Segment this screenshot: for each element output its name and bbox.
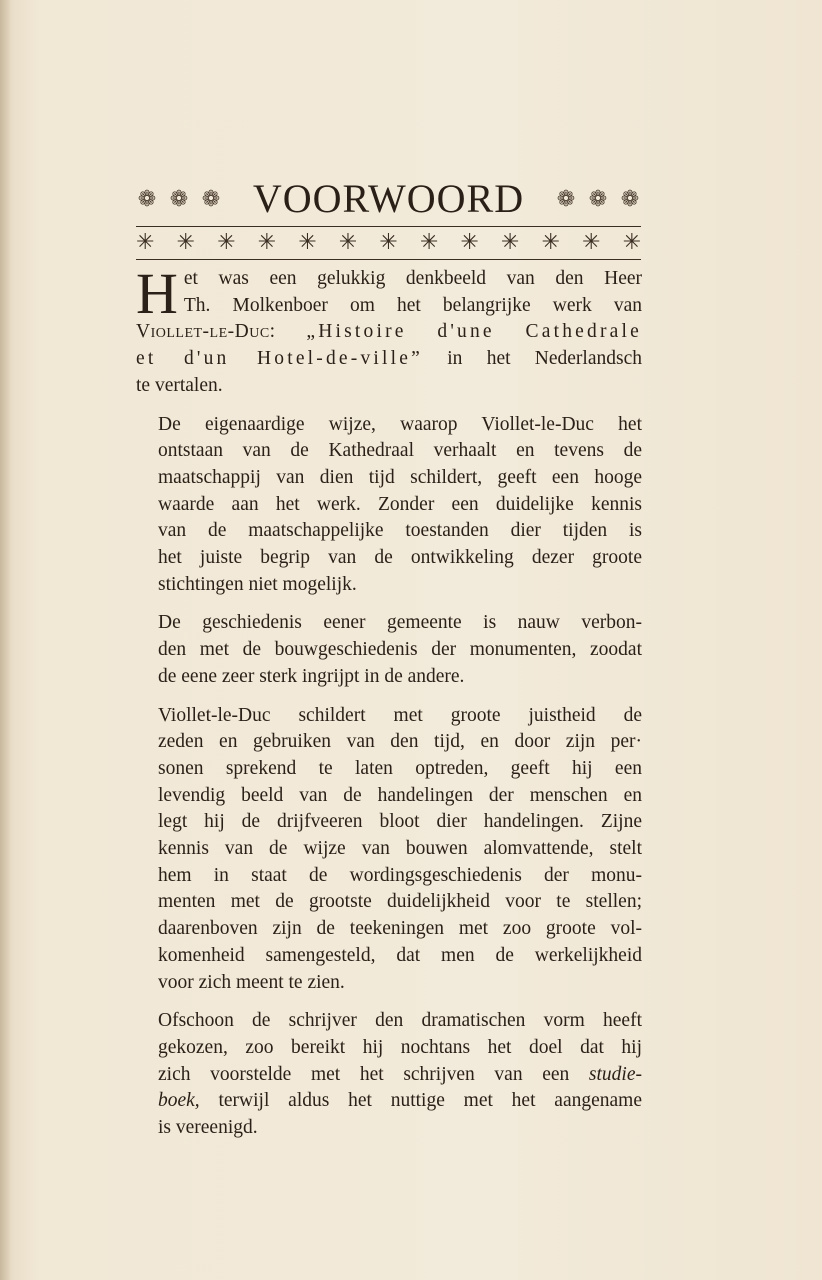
- paragraph: [136, 703, 642, 997]
- star-icon: ✳: [541, 229, 560, 254]
- text-line: hem in staat de wordingsgeschiedenis der monu-: [158, 864, 642, 886]
- rosette-icon: ❁: [588, 186, 608, 211]
- text-line: maatschappij van dien tijd schildert, geeft een hooge: [158, 466, 642, 488]
- text-line: Ofschoon de schrijver den dramatischen vorm heeft: [158, 1010, 642, 1032]
- rosette-icon: ❁: [620, 186, 640, 211]
- star-ornament-row: [136, 230, 641, 254]
- text-line: menten met de grootste duidelijkheid voor te stellen;: [158, 891, 642, 913]
- star-icon: ✳: [176, 229, 195, 254]
- paragraph: [136, 610, 642, 690]
- text-line: voor zich meent te zien.: [158, 971, 345, 993]
- star-icon: ✳: [338, 229, 358, 254]
- star-icon: ✳: [217, 229, 236, 254]
- star-icon: ✳: [419, 229, 439, 254]
- text-line: komenheid samengesteld, dat men de werkelijkheid: [158, 944, 642, 966]
- text-line: levendig beeld van de handelingen der menschen en: [158, 784, 642, 806]
- star-icon: ✳: [582, 229, 601, 254]
- text-line: sonen sprekend te laten optreden, geeft hij een: [158, 757, 642, 779]
- text-line: zich voorstelde met het schrijven van een studie-: [158, 1063, 642, 1085]
- paragraph: [136, 412, 642, 599]
- ornament-left: [136, 188, 222, 210]
- text-line: daarenboven zijn de teekeningen met zoo groote vol-: [158, 918, 642, 940]
- chapter-heading: [136, 176, 641, 222]
- rosette-icon: ❁: [137, 186, 157, 211]
- text-line: waarde aan het werk. Zonder een duidelijke kennis: [158, 493, 642, 515]
- text-line: is vereenigd.: [158, 1117, 258, 1139]
- text-line: gekozen, zoo bereikt hij nochtans het doel dat hij: [158, 1036, 642, 1058]
- text-line: zeden en gebruiken van den tijd, en door zijn per·: [158, 731, 642, 753]
- text-line: De geschiedenis eener gemeente is nauw verbon-: [158, 612, 642, 634]
- star-icon: ✳: [460, 229, 479, 254]
- text-line: den met de bouwgeschiedenis der monumenten, zoodat: [158, 639, 642, 661]
- rosette-icon: ❁: [556, 186, 576, 211]
- text-line: et was een gelukkig denkbeeld van den Heer: [183, 268, 642, 289]
- text-line: het juiste begrip van de ontwikkeling dezer groote: [158, 547, 642, 569]
- star-icon: ✳: [136, 229, 155, 254]
- star-icon: ✳: [500, 229, 520, 254]
- book-spine-edge: [0, 0, 10, 1280]
- star-icon: ✳: [298, 229, 317, 254]
- text-line: De eigenaardige wijze, waarop Viollet-le-Duc het: [158, 413, 642, 435]
- text-line: boek, terwijl aldus het nuttige met het aangename: [158, 1090, 642, 1112]
- rosette-icon: ❁: [201, 186, 221, 211]
- text-line: Viollet-le-Duc: „Histoire d'une Cathedrale: [136, 321, 642, 343]
- text-line: de eene zeer sterk ingrijpt in de andere.: [158, 665, 465, 687]
- star-icon: ✳: [257, 229, 277, 254]
- text-line: Viollet-le-Duc schildert met groote juistheid de: [158, 704, 642, 726]
- paragraph: [136, 261, 642, 400]
- text-line: ontstaan van de Kathedraal verhaalt en tevens de: [158, 440, 642, 462]
- bottom-rule: [136, 259, 641, 260]
- text-line: kennis van de wijze van bouwen alomvattende, stelt: [158, 838, 642, 860]
- text-line: te vertalen.: [136, 374, 223, 396]
- star-icon: ✳: [622, 229, 641, 254]
- drop-cap: H: [136, 261, 178, 326]
- chapter-title: VOORWOORD: [252, 176, 525, 221]
- star-icon: ✳: [379, 229, 398, 254]
- top-rule: [136, 226, 641, 227]
- paragraph: [136, 1008, 642, 1142]
- rosette-icon: ❁: [169, 186, 189, 211]
- text-line: Th. Molkenboer om het belangrijke werk van: [183, 294, 642, 316]
- text-line: stichtingen niet mogelijk.: [158, 573, 357, 595]
- text-line: van de maatschappelijke toestanden dier tijden is: [158, 520, 642, 542]
- ornament-right: [555, 188, 641, 210]
- text-line: et d'un Hotel-de-ville” in het Nederlandsch: [136, 348, 642, 370]
- text-line: legt hij de drijfveeren bloot dier handelingen. Zijne: [158, 811, 642, 833]
- preface-text: [136, 261, 642, 1154]
